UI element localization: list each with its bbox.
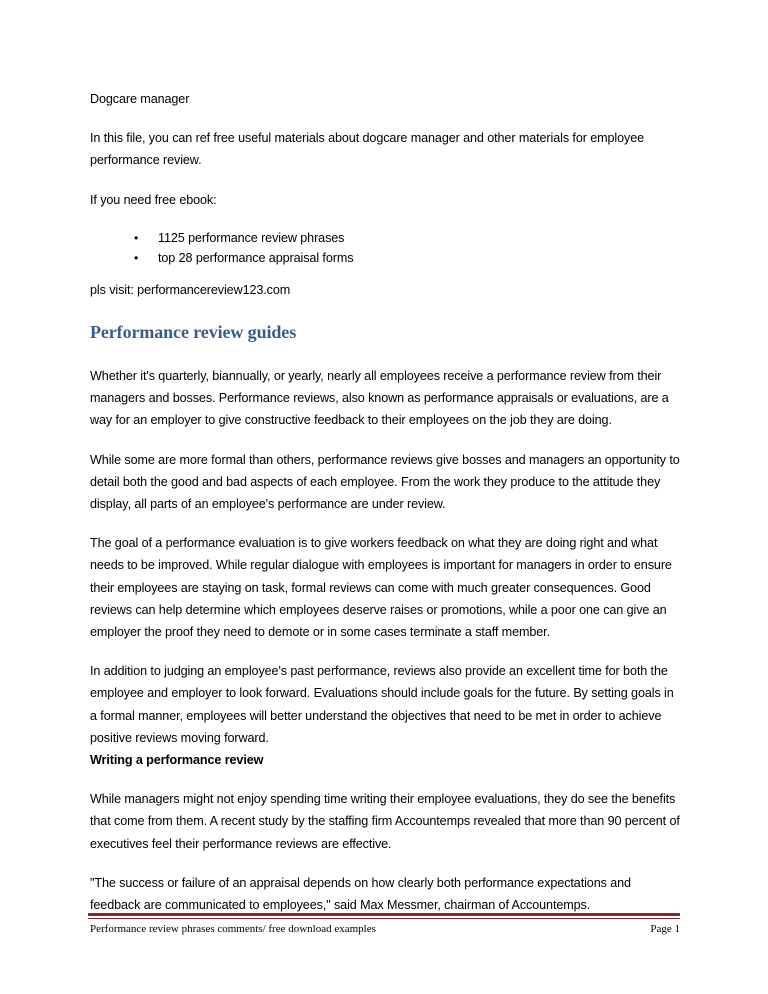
section-title: Performance review guides	[90, 322, 297, 343]
ebook-item-label: 1125 performance review phrases	[158, 230, 345, 245]
page-body	[90, 88, 682, 933]
paragraph: The goal of a performance evaluation is to give workers feedback on what they are doing right and what needs to be improved. While regular dialogue with employees is important for managers in order to ensure their employees are staying on task, formal reviews can come with much greater consequences. Good reviews can help determine which employees deserve raises or promotions, while a poor one can give an employer the proof they need to demote or in some cases terminate a staff member.	[90, 536, 672, 640]
paragraph: "The success or failure of an appraisal depends on how clearly both performance expectations and feedback are communicated to employees," said Max Messmer, chairman of Accountemps.	[90, 875, 631, 913]
ebook-list	[90, 228, 682, 269]
footer-text: Performance review phrases comments/ free download examples	[90, 923, 376, 935]
subheading: Writing a performance review	[90, 753, 264, 768]
paragraph: While managers might not enjoy spending time writing their employee evaluations, they do see the benefits that come from them. A recent study by the staffing firm Accountemps revealed that more than 90 percent of executives feel their performance reviews are effective.	[90, 792, 680, 851]
intro-text: In this file, you can ref free useful materials about dogcare manager and other materials for employee performance review.	[90, 131, 645, 168]
paragraph: While some are more formal than others, performance reviews give bosses and managers an opportunity to detail both the good and bad aspects of each employee. From the work they produce to the attitude they display, all parts of an employee's performance are under review.	[90, 452, 680, 512]
paragraph: Whether it's quarterly, biannually, or yearly, nearly all employees receive a performance review from their managers and bosses. Performance reviews, also known as performance appraisals or evaluations, are a way for an employer to give constructive feedback to their employees on the job they are doing.	[90, 369, 669, 428]
bullet-icon: •	[134, 251, 139, 266]
ebook-prompt: If you need free ebook:	[90, 192, 217, 207]
list-item	[90, 228, 682, 249]
visit-text: pls visit: performancereview123.com	[90, 282, 291, 297]
bullet-icon: •	[134, 230, 139, 245]
ebook-item-label: top 28 performance appraisal forms	[158, 251, 354, 266]
page-number: Page 1	[650, 923, 680, 935]
list-item	[90, 248, 682, 269]
footer-rule	[88, 913, 680, 916]
intro-title: Dogcare manager	[90, 92, 190, 106]
paragraph: In addition to judging an employee's past performance, reviews also provide an excellent time for both the employee and employer to look forward. Evaluations should include goals for the future. By setting goals in a formal manner, employees will better understand the objectives that need to be met in order to achieve positive reviews moving forward.	[90, 664, 674, 745]
footer-rule-thin	[88, 918, 680, 919]
